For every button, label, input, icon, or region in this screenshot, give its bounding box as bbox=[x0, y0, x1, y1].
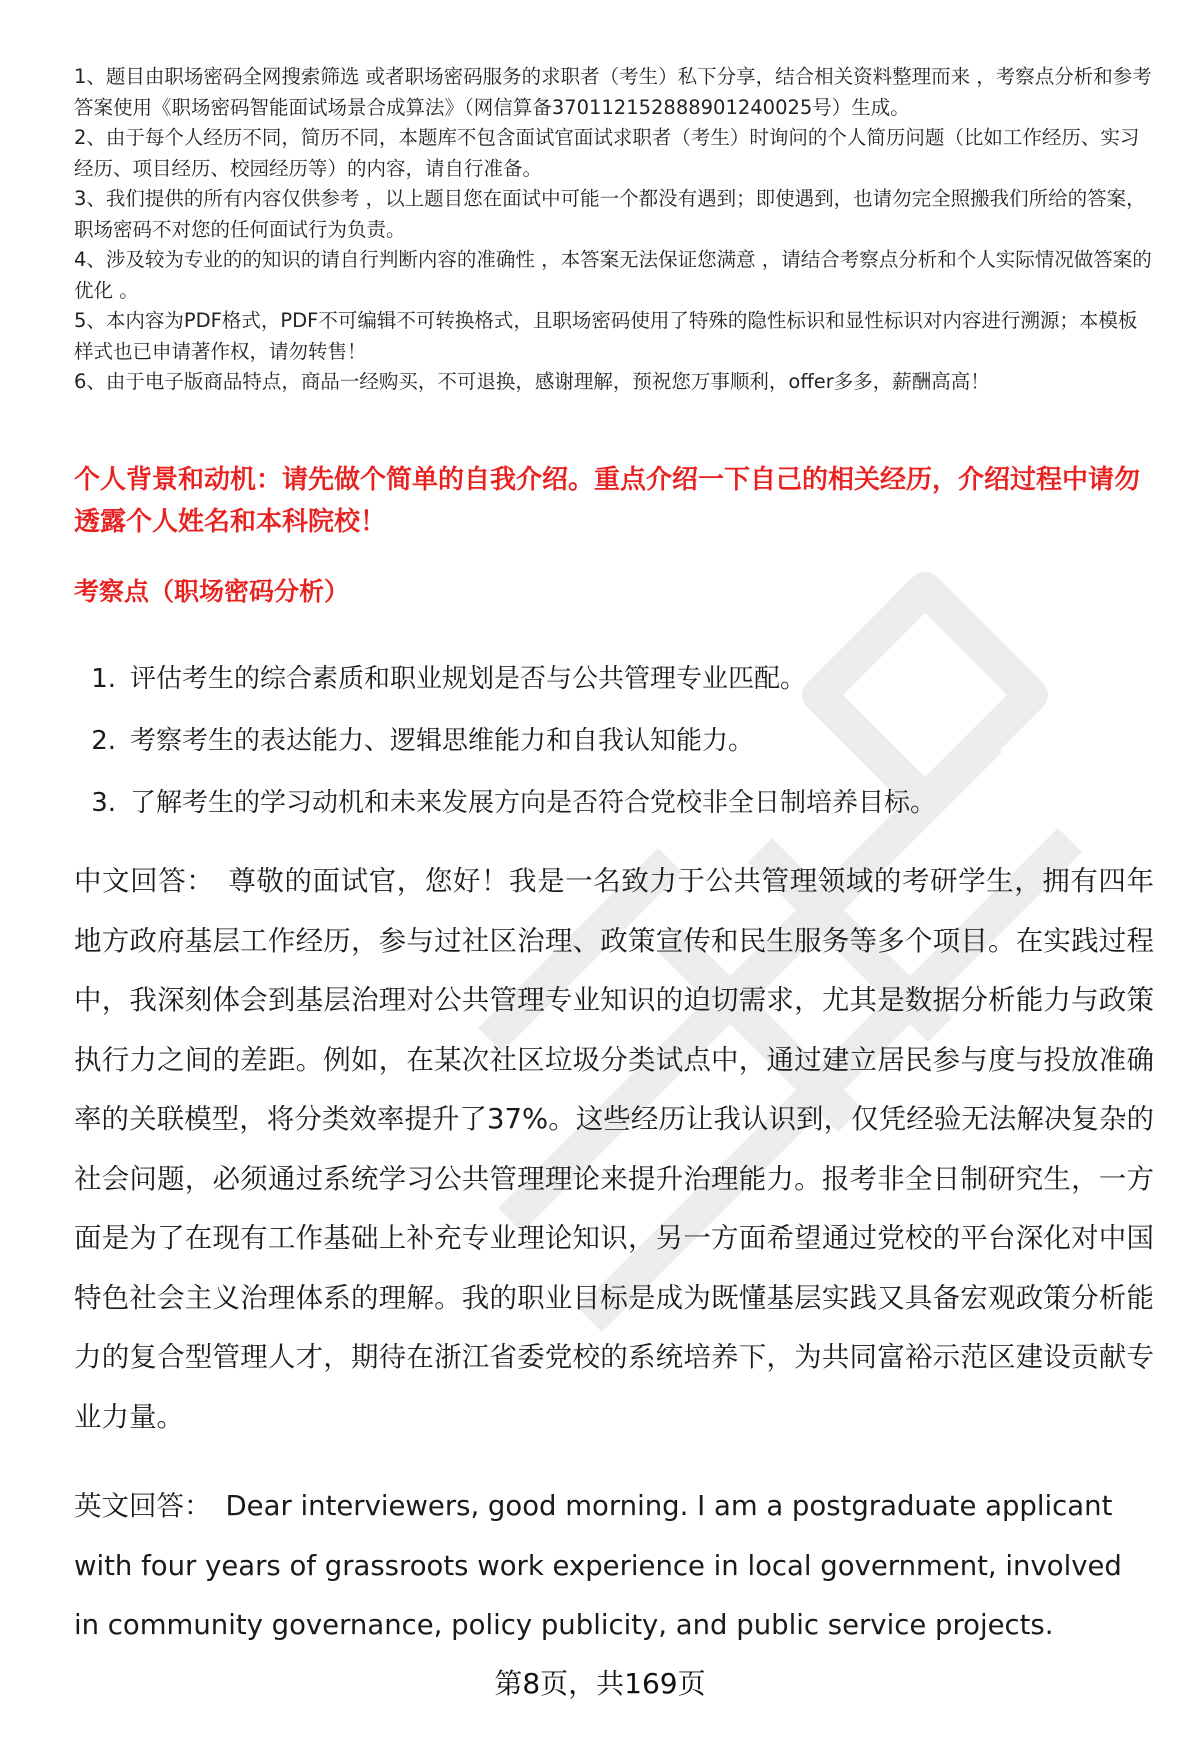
disclaimer-note: 3、我们提供的所有内容仅供参考 ，以上题目您在面试中可能一个都没有遇到；即使遇到，也请勿完全照搬我们所给的答案，职场密码不对您的任何面试行为负责。 bbox=[74, 187, 1146, 241]
page-footer: 第8页，共169页 bbox=[494, 1667, 706, 1700]
english-answer-label: 英文回答： bbox=[74, 1490, 212, 1522]
list-item-text: 了解考生的学习动机和未来发展方向是否符合党校非全日制培养目标。 bbox=[130, 788, 937, 818]
english-answer bbox=[74, 1477, 1154, 1656]
list-number: 3. bbox=[91, 788, 116, 818]
analysis-points bbox=[74, 648, 1154, 834]
list-item bbox=[74, 772, 1154, 834]
disclaimer-note: 2、由于每个人经历不同，简历不同，本题库不包含面试官面试求职者（考生）时询问的个人简历问题（比如工作经历、实习经历、项目经历、校园经历等）的内容，请自行准备。 bbox=[74, 126, 1140, 180]
disclaimer-note: 6、由于电子版商品特点，商品一经购买，不可退换，感谢理解，预祝您万事顺利，offer多多，薪酬高高！ bbox=[74, 370, 990, 393]
list-item-text: 考察考生的表达能力、逻辑思维能力和自我认知能力。 bbox=[130, 726, 755, 756]
english-answer-text: Dear interviewers, good morning. I am a postgraduate applicant with four years of grassroots work experience in local government, involved in community governance, policy publicity, and public service projects. bbox=[74, 1490, 1122, 1641]
list-item bbox=[74, 710, 1154, 772]
list-item bbox=[74, 648, 1154, 710]
list-number: 2. bbox=[91, 726, 116, 756]
disclaimer-note: 4、涉及较为专业的的知识的请自行判断内容的准确性 ，本答案无法保证您满意 ，请结合考察点分析和个人实际情况做答案的优化 。 bbox=[74, 248, 1152, 302]
disclaimer-note: 1、题目由职场密码全网搜索筛选 或者职场密码服务的求职者（考生）私下分享，结合相关资料整理而来 ，考察点分析和参考答案使用《职场密码智能面试场景合成算法》（网信算备370112152888901240025号）生成。 bbox=[74, 65, 1152, 119]
chinese-answer-label: 中文回答： bbox=[74, 865, 215, 897]
disclaimer-note: 5、本内容为PDF格式，PDF不可编辑不可转换格式，且职场密码使用了特殊的隐性标识和显性标识对内容进行溯源；本模板样式也已申请著作权，请勿转售！ bbox=[74, 309, 1138, 363]
interview-question: 个人背景和动机：请先做个简单的自我介绍。重点介绍一下自己的相关经历，介绍过程中请勿透露个人姓名和本科院校！ bbox=[74, 465, 1141, 537]
chinese-answer bbox=[74, 852, 1154, 1447]
chinese-answer-text: 尊敬的面试官，您好！我是一名致力于公共管理领域的考研学生，拥有四年地方政府基层工作经历，参与过社区治理、政策宣传和民生服务等多个项目。在实践过程中，我深刻体会到基层治理对公共管理专业知识的迫切需求，尤其是数据分析能力与政策执行力之间的差距。例如，在某次社区垃圾分类试点中，通过建立居民参与度与投放准确率的关联模型，将分类效率提升了37%。这些经历让我认识到，仅凭经验无法解决复杂的社会问题，必须通过系统学习公共管理理论来提升治理能力。报考非全日制研究生，一方面是为了在现有工作基础上补充专业理论知识，另一方面希望通过党校的平台深化对中国特色社会主义治理体系的理解。我的职业目标是成为既懂基层实践又具备宏观政策分析能力的复合型管理人才，期待在浙江省委党校的系统培养下，为共同富裕示范区建设贡献专业力量。 bbox=[74, 865, 1155, 1433]
list-number: 1. bbox=[91, 664, 116, 694]
disclaimer-notes bbox=[74, 62, 1154, 398]
analysis-heading: 考察点（职场密码分析） bbox=[74, 577, 350, 606]
list-item-text: 评估考生的综合素质和职业规划是否与公共管理专业匹配。 bbox=[130, 664, 807, 694]
